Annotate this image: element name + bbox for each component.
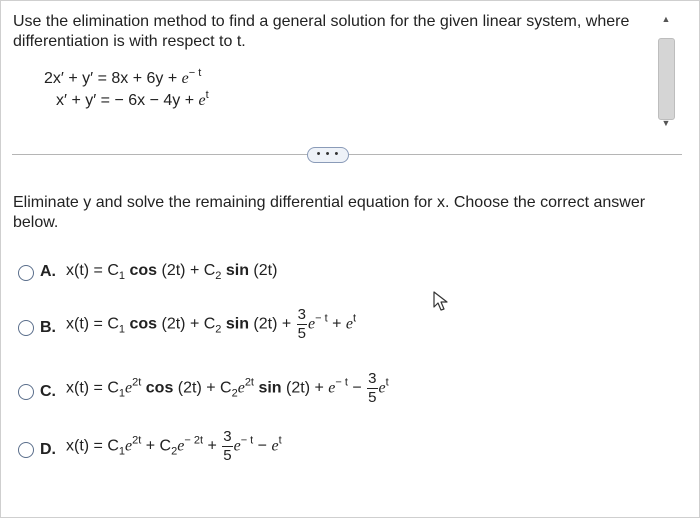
scroll-thumb[interactable] <box>658 38 675 120</box>
equation-1 <box>44 68 209 90</box>
equation-2-exponent: t <box>205 89 209 101</box>
equation-2-lhs: x′ + y′ = − 6x − 4y + <box>56 92 199 109</box>
radio-d[interactable] <box>18 442 34 458</box>
equation-2 <box>44 90 209 112</box>
instructions-text: Use the elimination method to find a general solution for the given linear system, where differentiation is with respect to t. <box>13 13 630 50</box>
option-a-answer: $x(t) = C_1$ $\cos (2t) + C_2$ sin (2t) <box>66 262 278 282</box>
equation-1-lhs: 2x′ + y′ = 8x + 6y + <box>44 70 182 87</box>
option-a-letter: A. <box>40 263 56 280</box>
question-text: Eliminate y and solve the remaining differential equation for x. Choose the correct answer below. <box>13 194 646 231</box>
equation-2-exp-base: e <box>198 92 206 109</box>
equation-1-exp-base: e <box>181 70 189 87</box>
option-c-answer: $x(t) = C_1e^{2t}$ $\cos (2t) + C_2e^{2t}$ $\sin (2t) + e^{- t}$ − $\frac{3}{5}$ $e^t$ <box>66 370 389 406</box>
option-d-answer: $x(t) = C_1e^{2t} + C_2e^{- 2t}$ + $\frac{3}{5}$ $e^{- t} - e^t$ <box>66 428 282 464</box>
option-c-letter: C. <box>40 383 56 400</box>
option-d-letter: D. <box>40 441 56 458</box>
linear-system <box>44 68 209 112</box>
mouse-pointer-icon <box>432 290 450 312</box>
radio-a[interactable] <box>18 265 34 281</box>
scrollbar[interactable] <box>656 12 676 130</box>
more-button[interactable]: • • • <box>307 147 349 163</box>
radio-b[interactable] <box>18 320 34 336</box>
option-b-letter: B. <box>40 319 56 336</box>
scroll-down-arrow-icon[interactable]: ▼ <box>661 118 671 128</box>
equation-1-exponent: − t <box>188 67 202 79</box>
scroll-up-arrow-icon[interactable]: ▲ <box>661 14 671 24</box>
option-b-answer: $x(t) = C_1$ $\cos (2t) + C_2$ sin (2t) + $\frac{3}{5}$ $e^{- t} + e^t$ <box>66 306 357 342</box>
radio-c[interactable] <box>18 384 34 400</box>
